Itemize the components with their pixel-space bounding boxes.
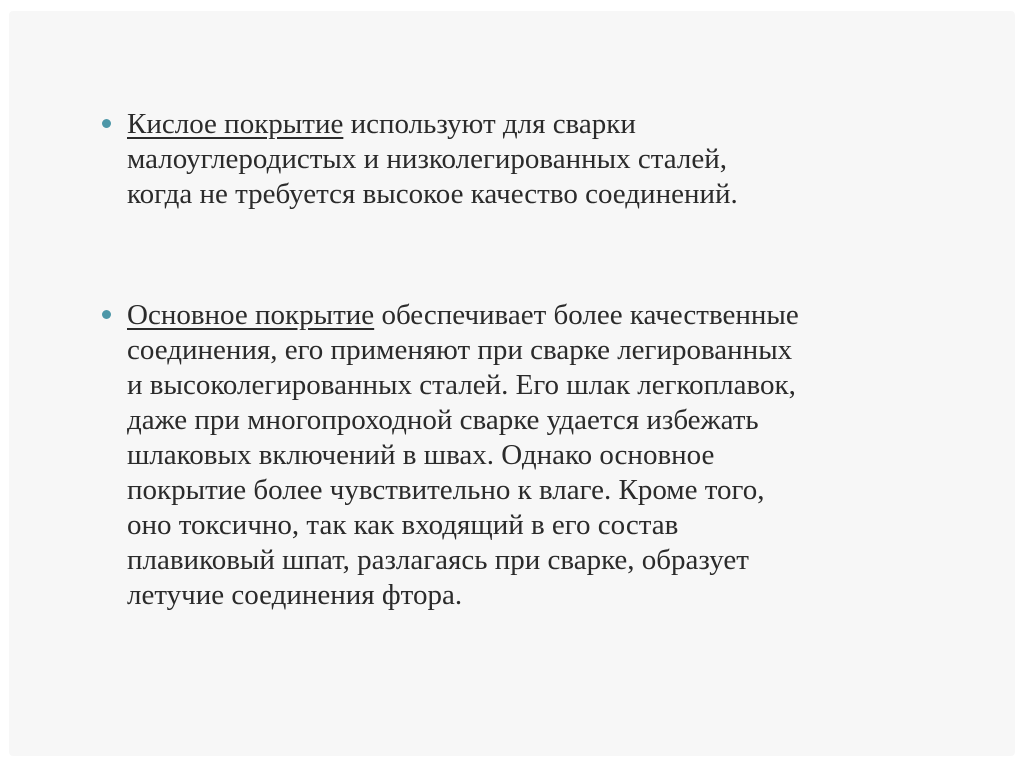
bullet-list — [9, 11, 1015, 756]
bullet-line: покрытие более чувствительно к влаге. Кроме того, — [127, 474, 765, 506]
bullet-line — [127, 107, 949, 142]
bullet-line: плавиковый шпат, разлагаясь при сварке, образует — [127, 544, 749, 576]
bullet-line-text: обеспечивает более качественные — [374, 299, 799, 331]
bullet-line — [127, 298, 949, 333]
bullet-line: летучие соединения фтора. — [127, 579, 463, 611]
slide — [9, 11, 1015, 756]
bullet-line: даже при многопроходной сварке удается избежать — [127, 404, 759, 436]
bullet-line: оно токсично, так как входящий в его состав — [127, 509, 679, 541]
bullet-dot-icon — [102, 119, 111, 128]
bullet-text — [127, 298, 949, 613]
bullet-line-text: используют для сварки — [343, 108, 636, 140]
bullet-line: соединения, его применяют при сварке легированных — [127, 334, 793, 366]
bullet-line: шлаковых включений в швах. Однако основное — [127, 439, 715, 471]
bullet-term: Основное покрытие — [127, 299, 375, 331]
bullet-dot-icon — [102, 310, 111, 319]
bullet-line: когда не требуется высокое качество соединений. — [127, 178, 738, 210]
bullet-line: и высоколегированных сталей. Его шлак легкоплавок, — [127, 369, 796, 401]
bullet-text — [127, 107, 949, 212]
bullet-term: Кислое покрытие — [127, 108, 344, 140]
bullet-line: малоуглеродистых и низколегированных сталей, — [127, 143, 727, 175]
